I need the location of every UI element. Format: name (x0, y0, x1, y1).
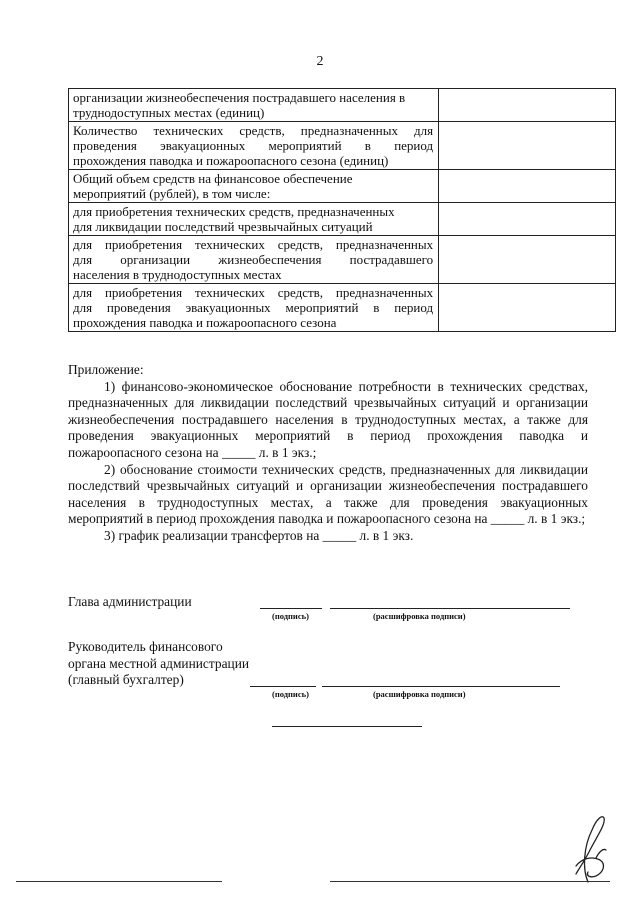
table-row-label-line: прохождения паводка и пожароопасного сезона (единиц) (73, 153, 389, 168)
table-row-label-line: для проведения эвакуационных мероприятий в период (73, 300, 434, 315)
table-row-label-line: труднодоступных местах (единиц) (73, 105, 265, 120)
table-row (69, 203, 616, 236)
table-row-label-line: мероприятий (рублей), в том числе: (73, 186, 271, 201)
table-row-label (69, 89, 439, 122)
table-row-label-line: для приобретения технических средств, предназначенных (73, 204, 395, 219)
table-row (69, 236, 616, 284)
table-row-value (439, 89, 616, 122)
head-decoding-line (330, 608, 570, 609)
appendix-heading: Приложение: (68, 362, 144, 377)
head-of-administration-label: Глава администрации (68, 594, 192, 609)
head-decoding-caption: (расшифровка подписи) (373, 611, 466, 621)
table-row-label-line: Количество технических средств, предназначенных для (73, 123, 434, 138)
table-row-value (439, 170, 616, 203)
indicators-table (68, 88, 616, 332)
table-row-label-line: Общий объем средств на финансовое обеспечение (73, 171, 353, 186)
handwritten-signature (566, 808, 616, 888)
table-row-label-line: проведения эвакуационных мероприятий в период (73, 138, 434, 153)
appendix-item-2: 2) обоснование стоимости технических средств, предназначенных для ликвидации последствий чрезвычайных ситуаций и организации жизнеобеспечения пострадавшего населения в труднодоступных местах, а также для проведения эвакуационных мероприятий в период прохождения паводка и пожароопасного сезона на _____ л. в 1 экз.; (68, 461, 588, 527)
head-signature-caption: (подпись) (272, 611, 309, 621)
table-row (69, 170, 616, 203)
finance-decoding-line (322, 686, 560, 687)
finance-head-label-line-2: органа местной администрации (68, 655, 250, 671)
table-row-value (439, 203, 616, 236)
page-number: 2 (316, 54, 324, 69)
table-row-label-line: для ликвидации последствий чрезвычайных ситуаций (73, 219, 373, 234)
finance-decoding-caption: (расшифровка подписи) (373, 689, 466, 699)
finance-signature-caption: (подпись) (272, 689, 309, 699)
table-row-label-line: для приобретения технических средств, предназначенных (73, 285, 434, 300)
footer-rule-right (330, 881, 610, 882)
footer-rule-left (16, 881, 222, 882)
table-row-label-line: прохождения паводка и пожароопасного сезона (73, 315, 337, 330)
finance-head-label (68, 639, 249, 689)
table-row-label-line: для организации жизнеобеспечения пострадавшего (73, 252, 434, 267)
table-row (69, 122, 616, 170)
table-row-label-line: организации жизнеобеспечения пострадавшего населения в (73, 90, 406, 105)
appendix-item-1: 1) финансово-экономическое обоснование потребности в технических средствах, предназначенных для ликвидации последствий чрезвычайных ситуаций и организации жизнеобеспечения пострадавшего населения в труднодоступных местах, а также для проведения эвакуационных мероприятий в период прохождения паводка и пожароопасного сезона на _____ л. в 1 экз.; (68, 378, 588, 460)
head-signature-line (260, 608, 322, 609)
table-row-value (439, 284, 616, 332)
table-row-label (69, 122, 439, 170)
table-row-label-line: для приобретения технических средств, предназначенных (73, 237, 434, 252)
table-row-label (69, 203, 439, 236)
table-row-label (69, 284, 439, 332)
finance-signature-line (250, 686, 316, 687)
extra-signature-line (272, 726, 422, 727)
table-row (69, 284, 616, 332)
table-row (69, 89, 616, 122)
table-row-value (439, 122, 616, 170)
table-row-label (69, 236, 439, 284)
finance-head-label-line-1: Руководитель финансового (68, 639, 223, 654)
appendix (68, 362, 588, 545)
table-row-label-line: населения в труднодоступных местах (73, 267, 282, 282)
finance-head-label-line-3: (главный бухгалтер) (68, 672, 184, 688)
appendix-item-3: 3) график реализации трансфертов на _____ л. в 1 экз. (104, 527, 414, 543)
table-row-label (69, 170, 439, 203)
table-row-value (439, 236, 616, 284)
